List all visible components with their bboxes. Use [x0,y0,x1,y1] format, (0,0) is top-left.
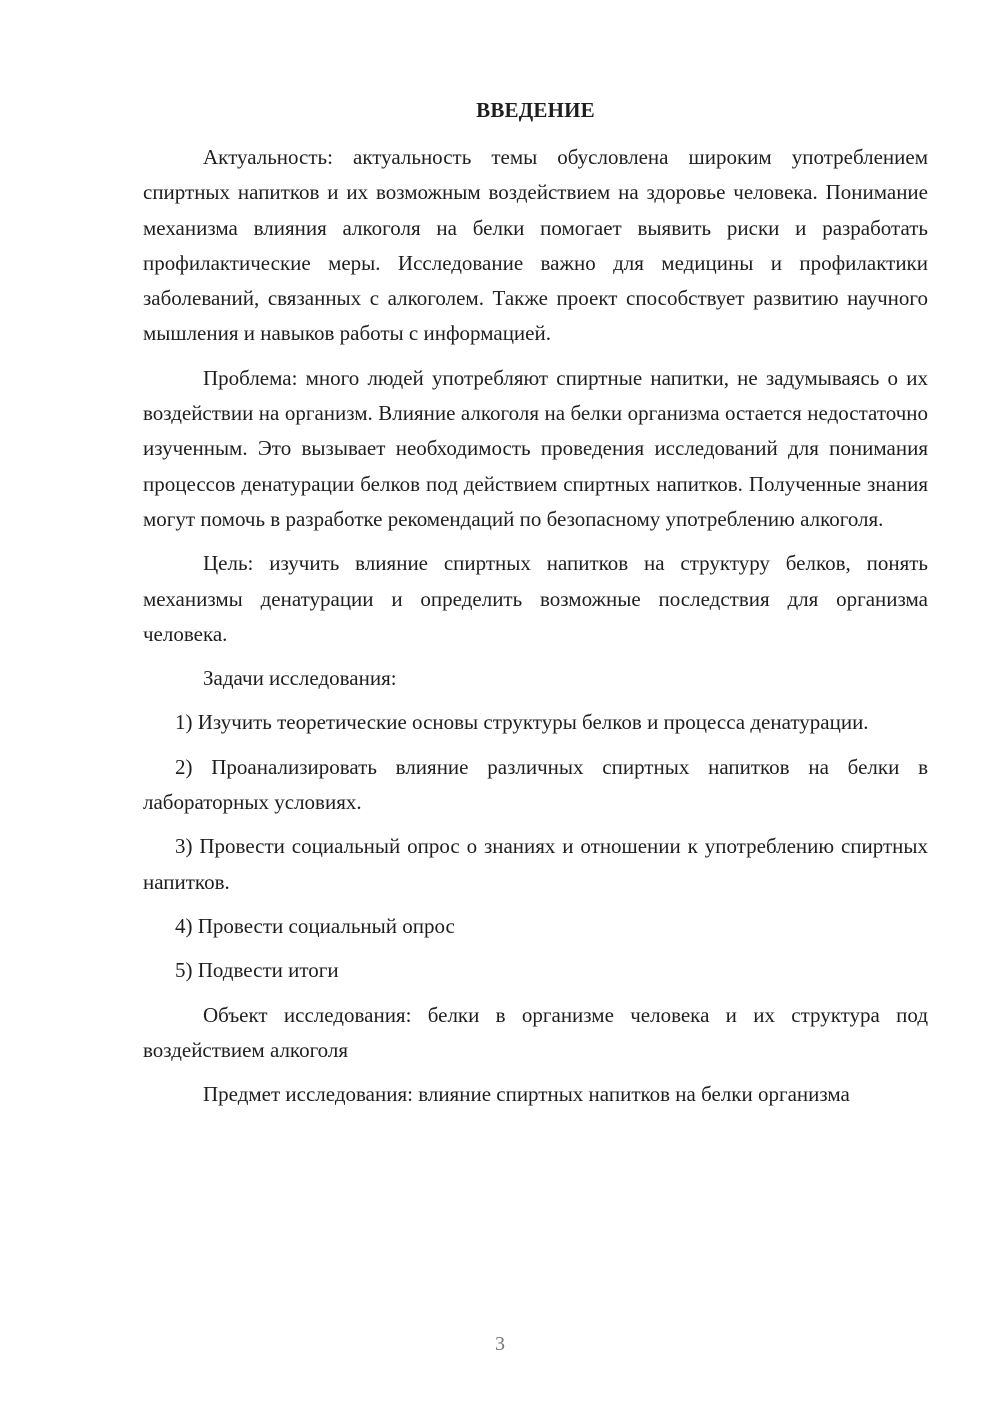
relevance-paragraph: Актуальность: актуальность темы обусловлена широким употреблением спиртных напитков и их возможным воздействием на здоровье человека. Понимание механизма влияния алкоголя на белки помогает выявить риски и разработать профилактические меры. Исследование важно для медицины и профилактики заболеваний, связанных с алкоголем. Также проект способствует развитию научного мышления и навыков работы с информацией. [143,145,928,346]
goal-paragraph: Цель: изучить влияние спиртных напитков на структуру белков, понять механизмы денатурации и определить возможные последствия для организма человека. [143,551,928,646]
subject-paragraph: Предмет исследования: влияние спиртных напитков на белки организма [203,1082,850,1107]
page-number: 3 [495,1333,505,1355]
task-item-1: 1) Изучить теоретические основы структуры белков и процесса денатурации. [175,710,869,735]
task-item-5: 5) Подвести итоги [175,958,339,983]
document-page [143,95,928,1121]
problem-paragraph: Проблема: много людей употребляют спиртные напитки, не задумываясь о их воздействии на организм. Влияние алкоголя на белки организма остается недостаточно изученным. Это вызывает необходимость проведения исследований для понимания процессов денатурации белков под действием спиртных напитков. Полученные знания могут помочь в разработке рекомендаций по безопасному употреблению алкоголя. [143,365,928,531]
task-item-4: 4) Провести социальный опрос [175,913,455,938]
tasks-heading: Задачи исследования: [203,666,397,691]
task-item-2: 2) Проанализировать влияние различных спиртных напитков на белки в лабораторных условиях. [143,754,928,815]
object-paragraph: Объект исследования: белки в организме человека и их структура под воздействием алкоголя [143,1002,928,1062]
section-title: ВВЕДЕНИЕ [476,98,595,122]
task-item-3: 3) Провести социальный опрос о знаниях и отношении к употреблению спиртных напитков. [143,834,928,894]
